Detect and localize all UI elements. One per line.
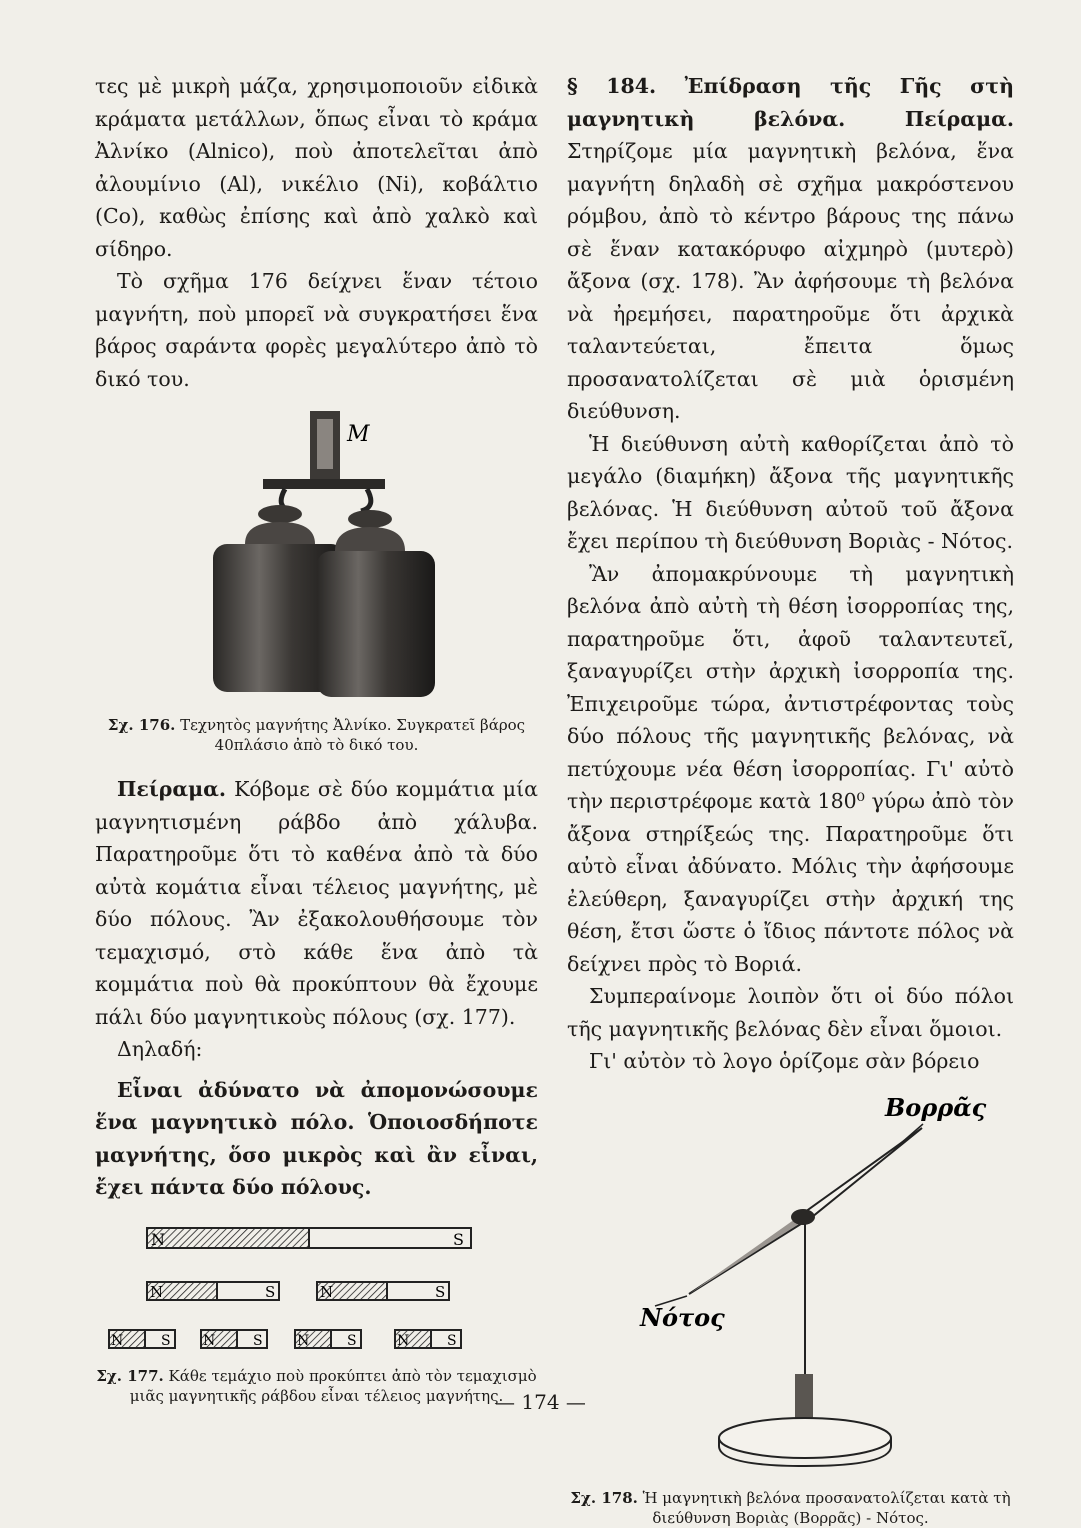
pole-n-label: N [203,1332,216,1349]
magnet-letter: M [347,422,370,447]
paragraph-experiment [95,773,538,1033]
paragraph-direction: Ἡ διεύθυνση αὐτὴ καθορίζεται ἀπὸ τὸ μεγάλο (διαμήκη) ἄξονα τῆς μαγνητικῆς βελόνας. Ἡ διεύθυνση αὐτοῦ τοῦ ἄξονα ἔχει περίπου τὴ διεύθυνση Βοριὰς - Νότος. [567,431,1014,553]
pole-n-label: N [150,1282,164,1301]
section-184 [567,70,1014,428]
caption-label: Σχ. 178. [570,1488,638,1507]
pole-s-label: S [253,1332,263,1349]
pole-s-label: S [161,1332,171,1349]
south-label: Νότος [640,1302,725,1332]
caption-176 [95,715,538,755]
paragraph-fig176-intro: Τὸ σχῆμα 176 δείχνει ἕναν τέτοιο μαγνήτη, ποὺ μπορεῖ νὰ συγκρατήσει ἕνα βάρος σαράντα φορὲς μεγαλύτερο ἀπὸ τὸ δικό του. [95,269,538,391]
caption-label: Σχ. 177. [96,1366,164,1385]
paragraph-conclusion: Εἶναι ἀδύνατο νὰ ἀπομονώσουμε ἕνα μαγνητικὸ πόλο. Ὁποιοσδήποτε μαγνήτης, ὅσο μικρὸς καὶ ἂν εἶναι, ἔχει πάντα δύο πόλους. [95,1077,538,1199]
pole-s-label: S [435,1282,446,1301]
caption-text: Τεχνητὸς μαγνήτης Ἀλνίκο. Συγκρατεῖ βάρος 40πλάσιο ἀπὸ τὸ δικό του. [180,716,526,754]
caption-label: Σχ. 176. [107,716,176,734]
compass-needle-illustration [567,1084,1014,1484]
paragraph-reversal: Ἂν ἀπομακρύνουμε τὴ μαγνητικὴ βελόνα ἀπὸ αὐτὴ τὴ θέση ἰσορροπίας της, παρατηροῦμε ὅτι, ἀφοῦ ταλαντευτεῖ, ξαναγυρίζει στὴν ἀρχικὴ ἰσορροπία της. Ἐπιχειροῦμε τώρα, ἀντιστρέφοντας τοὺς δύο πόλους τῆς μαγνητικῆς βελόνας, νὰ πετύχουμε νέα θέση ἰσορροπίας. Γι' αὐτὸ τὴν περιστρέφομε κατὰ 180⁰ γύρω ἀπὸ τὸν ἄξονα στηρίξεώς της. Παρατηροῦμε ὅτι αὐτὸ εἶναι ἀδύνατο. Μόλις τὴν ἀφήσουμε ἐλεύθερη, ξαναγυρίζει στὴν ἀρχική της θέση, ἔτσι ὥστε ὁ ἴδιος πάντοτε πόλος νὰ δείχνει πρὸς τὸ Βοριά. [567,561,1014,976]
right-column [567,70,1014,1528]
page-number: — 174 — [495,1390,586,1414]
small-magnets [109,1330,461,1349]
pole-s-label: S [447,1332,457,1349]
figure-176 [95,409,538,709]
paragraph-alnico: τες μὲ μικρὴ μάζα, χρησιμοποιοῦν εἰδικὰ κράματα μετάλλων, ὅπως εἶναι τὸ κράμα Ἀλνίκο (Alnico), ποὺ ἀποτελεῖται ἀπὸ ἀλουμίνιο (Al), νικέλιο (Ni), κοβάλτιο (Co), καθὼς ἐπίσης καὶ ἀπὸ χαλκὸ καὶ σίδηρο. [95,74,538,261]
section-heading: § 184. Ἐπίδραση τῆς Γῆς στὴ μαγνητικὴ βελόνα. Πείραμα. [567,74,1014,131]
caption-text: Κάθε τεμάχιο ποὺ προκύπτει ἀπὸ τὸν τεμαχισμὸ μιᾶς μαγνητικῆς ράβδου εἶναι τέλειος μαγνήτης. [129,1366,537,1405]
broken-magnet-illustration [95,1218,538,1360]
left-column [95,70,538,1406]
section-text: Στηρίζομε μία μαγνητικὴ βελόνα, ἕνα μαγνήτη δηλαδὴ σὲ σχῆμα μακρόστενου ρόμβου, ἀπὸ τὸ κέντρο βάρους της πάνω σὲ ἕναν κατακόρυφο αἰχμηρὸ (μυτερὸ) ἄξονα (σχ. 178). Ἂν ἀφήσουμε τὴ βελόνα νὰ ἠρεμήσει, παρατηροῦμε ὅτι ἀρχικὰ ταλαντεύεται, ἔπειτα ὅμως προσανατολίζεται σὲ μιὰ ὁρισμένη διεύθυνση. [567,139,1014,423]
caption-text: Ἡ μαγνητικὴ βελόνα προσανατολίζεται κατὰ τὴ διεύθυνση Βοριὰς (Βορρᾶς) - Νότος. [642,1488,1011,1527]
alnico-magnet-illustration [95,409,538,709]
pole-s-label: S [265,1282,276,1301]
pole-n-label: N [297,1332,310,1349]
experiment-lead: Πείραμα. [117,777,227,801]
pole-n-label: N [397,1332,410,1349]
figure-177 [95,1218,538,1360]
experiment-text: Κόβομε σὲ δύο κομμάτια μία μαγνητισμένη ράβδο ἀπὸ χάλυβα. Παρατηροῦμε ὅτι τὸ καθένα ἀπὸ τὰ δύο αὐτὰ κομάτια εἶναι τέλειος μαγνήτης, μὲ δύο πόλους. Ἂν ἐξακολουθήσουμε τὸν τεμαχισμό, στὸ κάθε ἕνα ἀπὸ τὰ κομμάτια ποὺ θὰ προκύπτουν θὰ ἔχουμε πάλι δύο μαγνητικοὺς πόλους (σχ. 177). [95,777,538,1029]
paragraph-that-is: Δηλαδή: [117,1037,203,1061]
paragraph-north-definition: Γι' αὐτὸν τὸ λογο ὁρίζομε σὰν βόρειο [589,1049,980,1073]
pole-s-label: S [453,1229,464,1249]
pole-n-label: N [320,1282,334,1301]
pole-s-label: S [347,1332,357,1349]
paragraph-conclusion: Συμπεραίνομε λοιπὸν ὅτι οἱ δύο πόλοι τῆς μαγνητικῆς βελόνας δὲν εἶναι ὅμοιοι. [567,984,1014,1041]
north-label: Βορρᾶς [885,1092,987,1122]
figure-178 [567,1084,1014,1484]
pole-n-label: N [151,1229,165,1249]
pole-n-label: N [111,1332,124,1349]
caption-178 [567,1488,1014,1528]
